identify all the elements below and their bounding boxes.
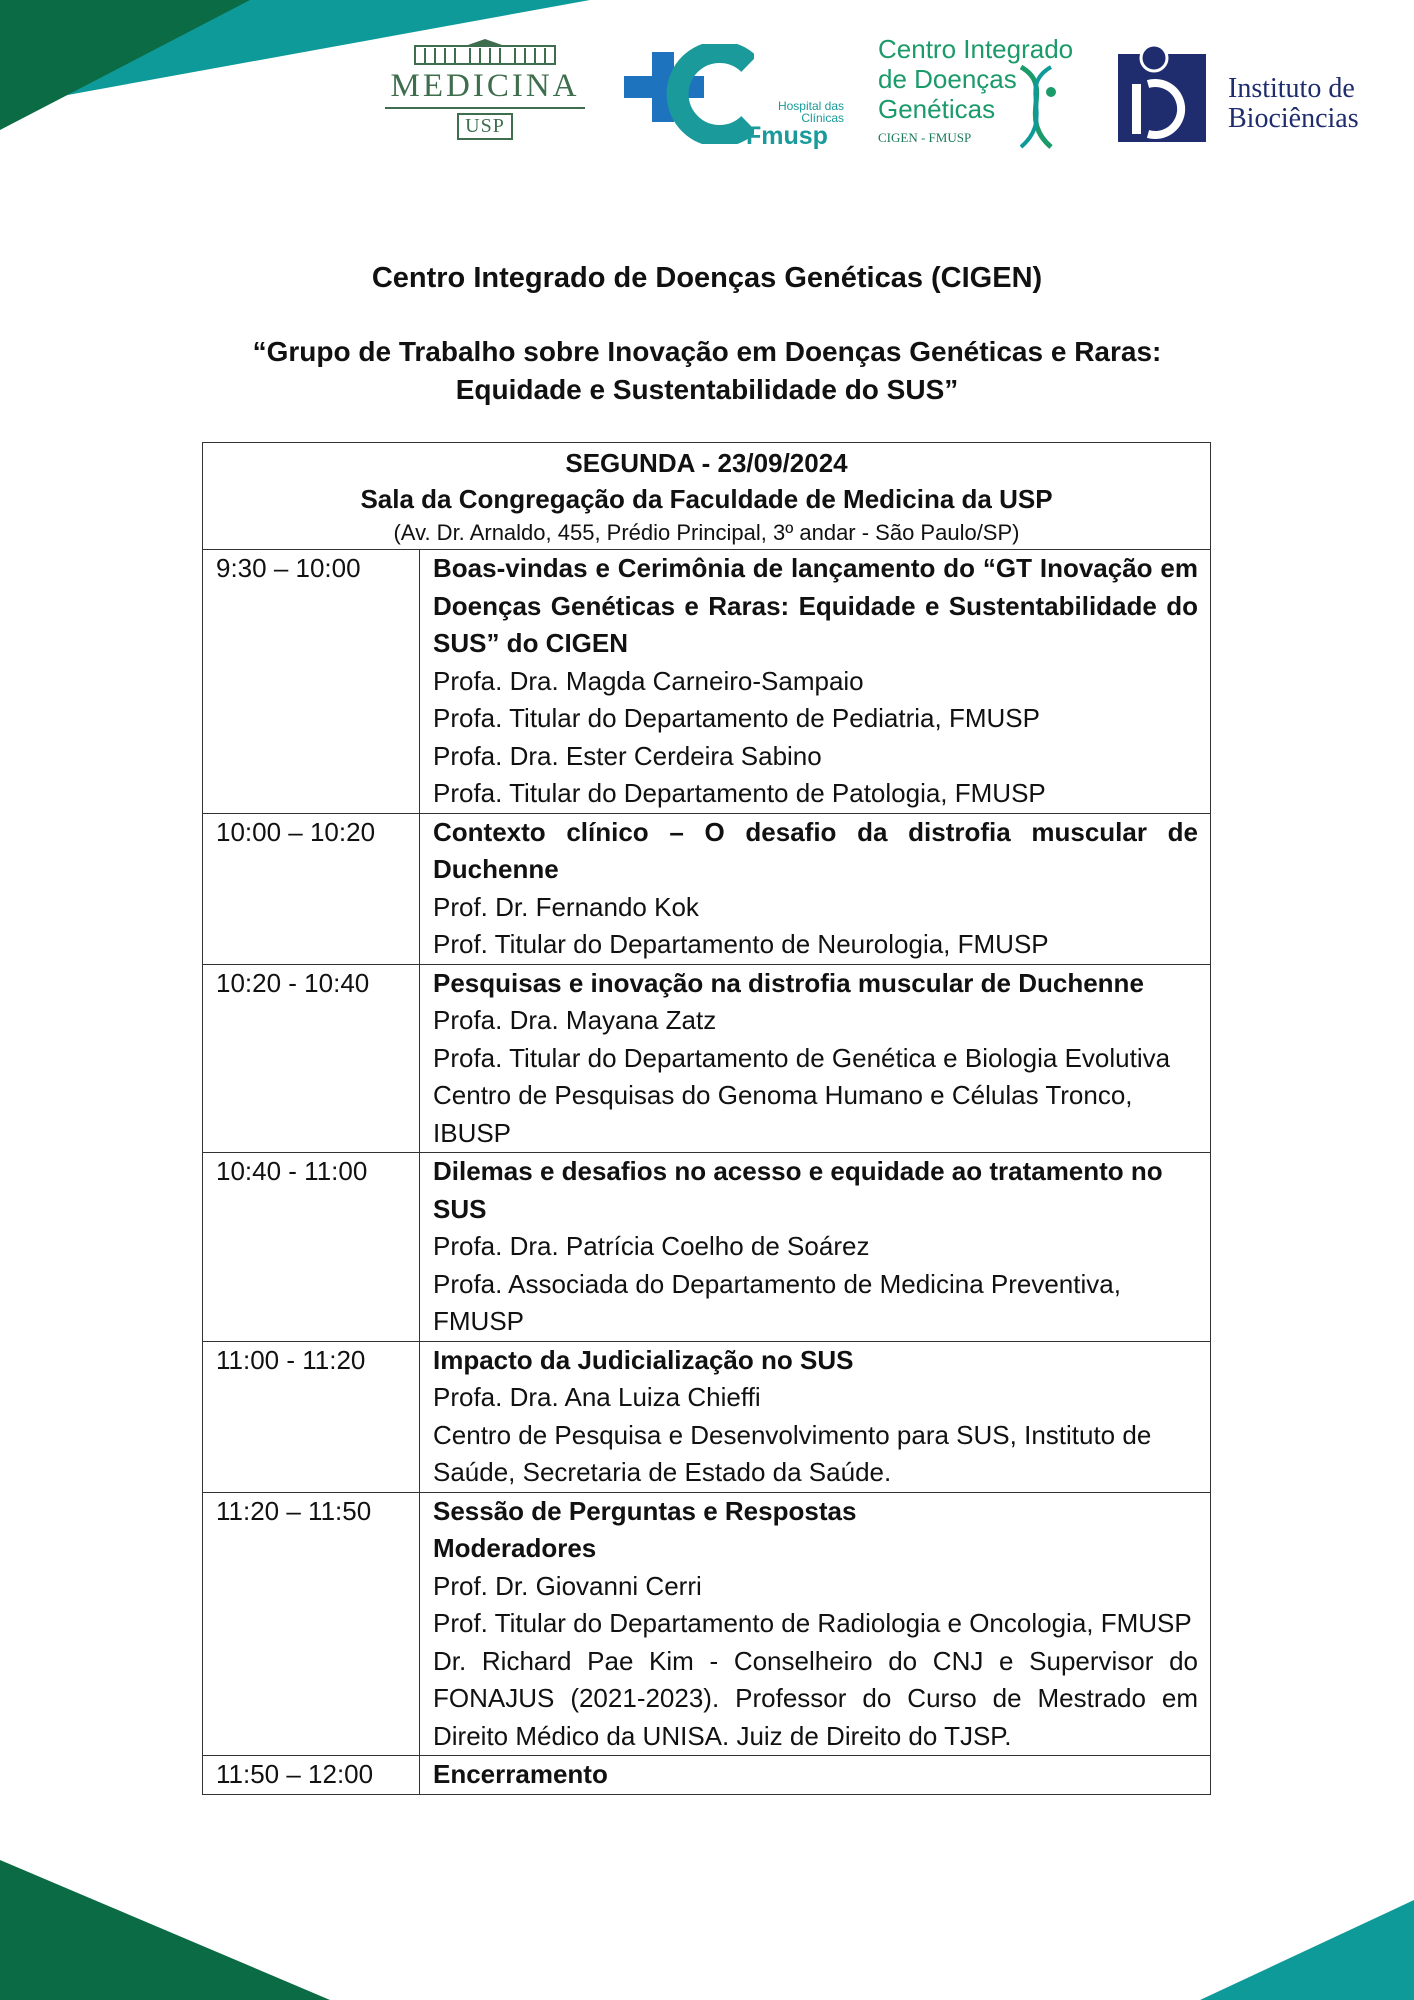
row-line: Prof. Titular do Departamento de Radiologia e Oncologia, FMUSP bbox=[433, 1608, 1192, 1638]
corner-decoration-bottom-left bbox=[0, 1860, 340, 2000]
row-line: Dr. Richard Pae Kim - Conselheiro do CNJ e Supervisor do FONAJUS (2021-2023). Professor do Curso de Mestrado em Direito Médico da UNISA. Juiz de Direito do TJSP. bbox=[433, 1645, 1198, 1751]
cigen-logo-line-1: Centro Integrado bbox=[878, 34, 1074, 64]
row-line: Prof. Dr. Fernando Kok bbox=[433, 891, 699, 922]
row-line: Profa. Titular do Departamento de Genética e Biologia Evolutiva bbox=[433, 1042, 1171, 1073]
row-line: Prof. Titular do Departamento de Neurologia, FMUSP bbox=[433, 929, 1049, 959]
row-line: Prof. Dr. Giovanni Cerri bbox=[433, 1570, 702, 1601]
row-line: Centro de Pesquisa e Desenvolvimento para SUS, Instituto de Saúde, Secretaria de Estado da Saúde. bbox=[433, 1419, 1152, 1487]
row-line: Profa. Titular do Departamento de Pediatria, FMUSP bbox=[433, 703, 1040, 733]
schedule-day: SEGUNDA - 23/09/2024 bbox=[565, 448, 848, 478]
schedule-row bbox=[203, 1341, 1211, 1492]
row-line: Centro de Pesquisas do Genoma Humano e Células Tronco, IBUSP bbox=[433, 1080, 1133, 1148]
usp-logo-text: USP bbox=[457, 113, 513, 140]
row-time: 10:20 - 10:40 bbox=[203, 964, 420, 1153]
row-title: Pesquisas e inovação na distrofia muscular de Duchenne bbox=[433, 967, 1144, 998]
medicina-usp-logo bbox=[380, 38, 590, 148]
row-line: Profa. Titular do Departamento de Patologia, FMUSP bbox=[433, 778, 1046, 808]
row-title: Dilemas e desafios no acesso e equidade ao tratamento no SUS bbox=[433, 1156, 1163, 1224]
row-title: Boas-vindas e Cerimônia de lançamento do “GT Inovação em Doenças Genéticas e Raras: Equidade e Sustentabilidade do SUS” do CIGEN bbox=[433, 553, 1198, 658]
row-content bbox=[420, 1492, 1211, 1756]
schedule-room: Sala da Congregação da Faculdade de Medicina da USP bbox=[360, 484, 1053, 514]
cigen-logo-line-2: de Doenças bbox=[878, 64, 1017, 94]
row-content bbox=[420, 813, 1211, 964]
cigen-logo bbox=[878, 34, 1098, 159]
schedule-address: (Av. Dr. Arnaldo, 455, Prédio Principal, 3º andar - São Paulo/SP) bbox=[393, 520, 1020, 545]
row-line: Profa. Dra. Magda Carneiro-Sampaio bbox=[433, 665, 864, 696]
medicina-logo-text: MEDICINA bbox=[390, 68, 580, 104]
hc-fmusp-logo bbox=[624, 40, 844, 150]
schedule-row bbox=[203, 550, 1211, 814]
row-title: Impacto da Judicialização no SUS bbox=[433, 1344, 854, 1375]
row-content bbox=[420, 1341, 1211, 1492]
row-time: 11:20 – 11:50 bbox=[203, 1492, 420, 1756]
row-content bbox=[420, 1153, 1211, 1342]
fmusp-text: Fmusp bbox=[746, 122, 828, 150]
row-content bbox=[420, 1756, 1211, 1795]
cigen-logo-sub: CIGEN - FMUSP bbox=[878, 130, 972, 145]
corner-decoration-bottom-right bbox=[1190, 1900, 1414, 2000]
ib-line-2: Biociências bbox=[1228, 103, 1359, 134]
schedule-header bbox=[203, 443, 1211, 550]
schedule-table bbox=[202, 442, 1211, 1795]
row-line: Profa. Dra. Ester Cerdeira Sabino bbox=[433, 740, 822, 771]
row-line: Profa. Dra. Mayana Zatz bbox=[433, 1005, 717, 1035]
row-line: Profa. Dra. Patrícia Coelho de Soárez bbox=[433, 1231, 870, 1261]
row-time: 9:30 – 10:00 bbox=[203, 550, 420, 814]
row-line: Profa. Associada do Departamento de Medicina Preventiva, FMUSP bbox=[433, 1268, 1121, 1336]
subtitle-line-2: Equidade e Sustentabilidade do SUS” bbox=[455, 374, 959, 405]
row-title: Sessão de Perguntas e Respostas bbox=[433, 1495, 857, 1526]
row-time: 11:00 - 11:20 bbox=[203, 1341, 420, 1492]
ib-logo-text bbox=[1228, 74, 1359, 134]
row-title-2: Moderadores bbox=[433, 1533, 597, 1563]
logo-bar bbox=[380, 30, 1390, 160]
row-content bbox=[420, 964, 1211, 1153]
row-time: 10:40 - 11:00 bbox=[203, 1153, 420, 1342]
schedule-row bbox=[203, 1153, 1211, 1342]
row-time: 10:00 – 10:20 bbox=[203, 813, 420, 964]
row-title: Encerramento bbox=[433, 1759, 608, 1789]
ib-line-1: Instituto de bbox=[1228, 73, 1355, 104]
hc-small-text: Hospital das Clínicas bbox=[777, 99, 844, 125]
schedule-row bbox=[203, 813, 1211, 964]
row-time: 11:50 – 12:00 bbox=[203, 1756, 420, 1795]
row-line: Profa. Dra. Ana Luiza Chieffi bbox=[433, 1382, 761, 1412]
row-title: Contexto clínico – O desafio da distrofia muscular de Duchenne bbox=[433, 816, 1198, 884]
subtitle-line-1: “Grupo de Trabalho sobre Inovação em Doenças Genéticas e Raras: bbox=[252, 336, 1162, 367]
ib-mark-icon bbox=[1118, 44, 1208, 144]
building-icon bbox=[410, 38, 560, 66]
schedule-row bbox=[203, 1492, 1211, 1756]
cigen-logo-line-3: Genéticas bbox=[878, 94, 996, 124]
hc-mark-icon bbox=[624, 44, 754, 144]
schedule-row bbox=[203, 1756, 1211, 1795]
row-content bbox=[420, 550, 1211, 814]
dna-helix-icon bbox=[1006, 62, 1066, 152]
document-subtitle bbox=[0, 333, 1414, 409]
instituto-biociencias-logo bbox=[1118, 44, 1398, 154]
schedule-row bbox=[203, 964, 1211, 1153]
document-title: Centro Integrado de Doenças Genéticas (CIGEN) bbox=[371, 262, 1043, 294]
